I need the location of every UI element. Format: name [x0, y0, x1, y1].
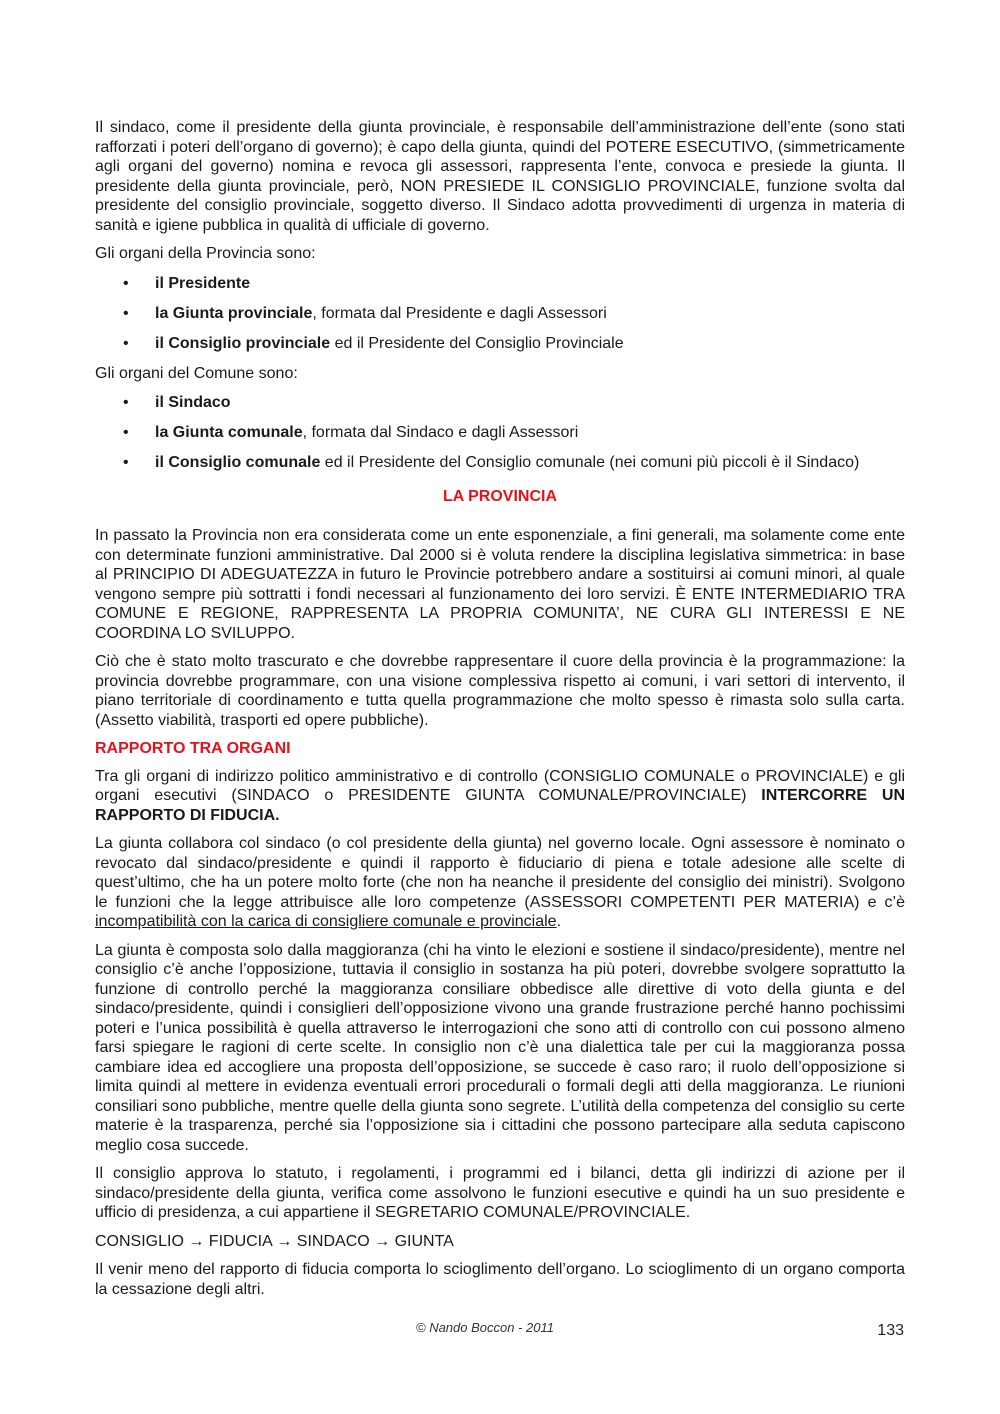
- footer-copyright: © Nando Boccon - 2011: [416, 1320, 554, 1335]
- bullet-icon: •: [123, 274, 129, 292]
- comune-organs-list: [95, 393, 905, 473]
- paragraph-provincia-programmazione: Ciò che è stato molto trascurato e che dovrebbe rappresentare il cuore della provincia è la programmazione: la provincia dovrebbe programmare, con una visione complessiva rispetto ai comuni, i vari settori di intervento, il piano territoriale di coordinamento e tutta quella programmazione che molto spesso è rimasta solo sulla carta. (Assetto viabilità, trasporti ed opere pubbliche).: [95, 653, 905, 729]
- page-number: 133: [877, 1322, 904, 1339]
- list-item-bold: la Giunta comunale: [155, 424, 303, 441]
- chain-line: CONSIGLIO → FIDUCIA → SINDACO → GIUNTA: [95, 1232, 454, 1250]
- provincia-organs-list: [95, 274, 905, 354]
- paragraph-giunta-collabora: [95, 834, 905, 932]
- list-item-text: , formata dal Presidente e dagli Assessori: [312, 304, 607, 322]
- paragraph-text: Tra gli organi di indirizzo politico amministrativo e di controllo (CONSIGLIO COMUNALE o PROVINCIALE) e gli organi esecutivi (SINDACO o PRESIDENTE GIUNTA COMUNALE/PROVINCIALE): [95, 767, 905, 804]
- list-item: [95, 274, 905, 294]
- paragraph-underlined: incompatibilità con la carica di consigliere comunale e provinciale: [95, 913, 557, 930]
- list-item: [95, 304, 905, 324]
- paragraph-provincia-history: In passato la Provincia non era considerata come un ente esponenziale, a fini generali, ma solamente come ente con determinate funzioni amministrative. Dal 2000 si è voluta rendere la disciplina legislativa simmetrica: in base al PRINCIPIO DI ADEGUATEZZA in futuro le Provincie potrebbero andare a sostituirsi ai comuni minori, al quale vengono sempre più sottratti i fondi necessari al funzionamento dei loro servizi. È ENTE INTERMEDIARIO TRA COMUNE E REGIONE, RAPPRESENTA LA PROPRIA COMUNITA’, NE CURA GLI INTERESSI E NE COORDINA LO SVILUPPO.: [95, 527, 905, 642]
- paragraph-text: La giunta collabora col sindaco (o col presidente della giunta) nel governo locale. Ogni assessore è nominato o revocato dal sindaco/presidente e quindi il rapporto è fiduciario di piena e totale adesione alle scelte di quest’ultimo, che ha un potere molto forte (che non ha neanche il presidente del consiglio dei ministri). Svolgono le funzioni che la legge attribuisce alle loro competenze (ASSESSORI COMPETENTI PER MATERIA) e c’è: [95, 835, 905, 911]
- list-item: [95, 423, 905, 443]
- list-item-bold: il Sindaco: [155, 394, 231, 411]
- document-page: [95, 118, 905, 1308]
- list-item-text: ed il Presidente del Consiglio comunale (nei comuni più piccoli è il Sindaco): [320, 454, 860, 471]
- paragraph-consiglio-approva: Il consiglio approva lo statuto, i regolamenti, i programmi ed i bilanci, detta gli indirizzi di azione per il sindaco/presidente della giunta, verifica come assolvono le funzioni esecutive e quindi ha un suo presidente e ufficio di presidenza, a cui appartiene il SEGRETARIO COMUNALE/PROVINCIALE.: [95, 1165, 905, 1221]
- paragraph-bold: INTERCORRE UN RAPPORTO DI FIDUCIA.: [95, 787, 905, 824]
- paragraph-text-end: .: [556, 913, 562, 930]
- list-item-bold: il Presidente: [155, 274, 251, 292]
- bullet-icon: •: [123, 454, 129, 471]
- provincia-organs-intro: Gli organi della Provincia sono:: [95, 245, 316, 262]
- list-item-bold: la Giunta provinciale: [155, 304, 313, 322]
- list-item: [95, 393, 905, 413]
- section-heading-rapporto: RAPPORTO TRA ORGANI: [95, 740, 291, 757]
- list-item-text: ed il Presidente del Consiglio Provinciale: [330, 334, 624, 352]
- list-item: [95, 334, 905, 354]
- bullet-icon: •: [123, 394, 129, 411]
- bullet-icon: •: [123, 304, 129, 322]
- comune-organs-intro: Gli organi del Comune sono:: [95, 364, 298, 382]
- list-item-bold: il Consiglio comunale: [155, 454, 321, 471]
- list-item-text: , formata dal Sindaco e dagli Assessori: [302, 424, 579, 441]
- bullet-icon: •: [123, 424, 129, 441]
- paragraph-giunta-composizione: La giunta è composta solo dalla maggioranza (chi ha vinto le elezioni e sostiene il sindaco/presidente), mentre nel consiglio c’è anche l’opposizione, tuttavia il consiglio in sostanza ha più poteri, dovrebbe svolgere soprattutto la funzione di controllo perché la maggioranza consiliare obbedisce alle direttive di voto della giunta e del sindaco/presidente, quindi i consiglieri dell’opposizione vivono una grande frustrazione perché hanno pochissimi poteri e l’unica possibilità è quella attraverso le interrogazioni che sono atti di controllo con cui possono almeno farsi spiegare le ragioni di certe scelte. In consiglio non c’è una dialettica tale per cui la maggioranza possa cambiare idea ed accogliere una proposta dell’opposizione, se succede è caso raro; il ruolo dell’opposizione si limita quindi al mettere in evidenza eventuali errori procedurali o formali degli atti della maggioranza. Le riunioni consiliari sono pubbliche, mentre quelle della giunta sono segrete. L’utilità della competenza del consiglio su certe materie è la trasparenza, perché sia l’opposizione sia i cittadini che possono partecipare alla seduta capiscono meglio cosa succede.: [95, 941, 905, 1154]
- paragraph-sindaco: Il sindaco, come il presidente della giunta provinciale, è responsabile dell’amministrazione dell’ente (sono stati rafforzati i poteri dell’organo di governo); è capo della giunta, quindi del POTERE ESECUTIVO, (simmetricamente agli organi del governo) nomina e revoca gli assessori, rappresenta l’ente, convoca e presiede la giunta. Il presidente della giunta provinciale, però, NON PRESIEDE IL CONSIGLIO PROVINCIALE, funzione svolta dal presidente del consiglio provinciale, soggetto diverso. Il Sindaco adotta provvedimenti di urgenza in materia di sanità e igiene pubblica in qualità di ufficiale di governo.: [95, 119, 905, 234]
- bullet-icon: •: [123, 334, 129, 352]
- paragraph-rapporto-fiducia: [95, 767, 905, 826]
- page-footer: [0, 1320, 1000, 1340]
- section-heading-provincia: LA PROVINCIA: [442, 487, 558, 505]
- paragraph-scioglimento: Il venir meno del rapporto di fiducia comporta lo scioglimento dell’organo. Lo scioglimento di un organo comporta la cessazione degli altri.: [95, 1261, 905, 1298]
- list-item: [95, 453, 905, 473]
- list-item-bold: il Consiglio provinciale: [155, 334, 331, 352]
